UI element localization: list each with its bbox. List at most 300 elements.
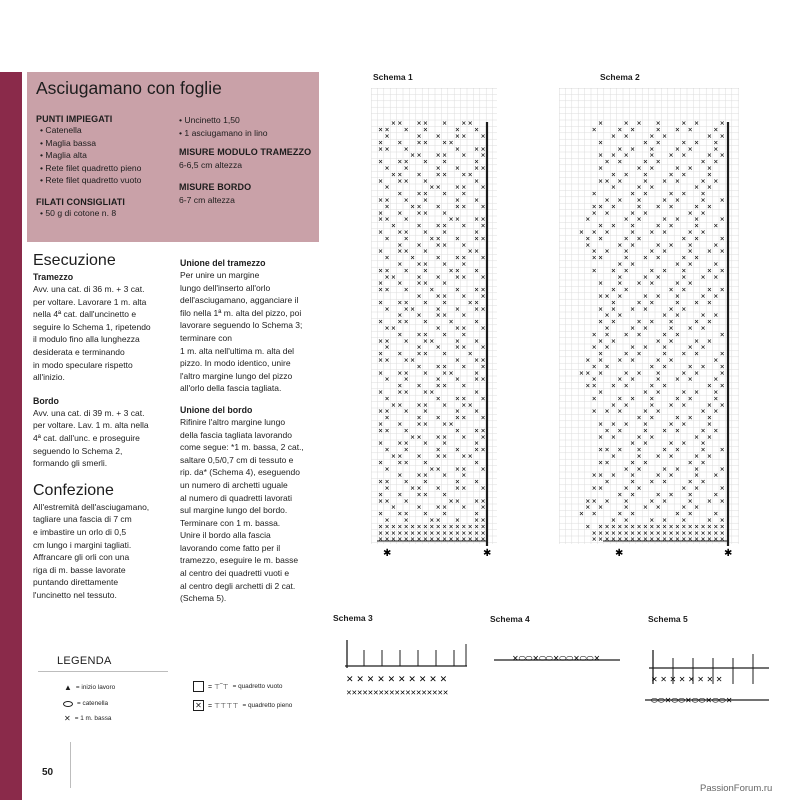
filled-square-mark: ×	[454, 145, 460, 153]
filled-square-mark: ×	[668, 491, 674, 499]
filled-square-mark: ×	[442, 158, 448, 166]
filled-square-mark: ×	[384, 376, 390, 384]
filled-square-mark: ×	[410, 152, 416, 160]
filled-square-mark: ×	[416, 504, 422, 512]
filled-square-mark: ×	[681, 305, 687, 313]
filled-square-mark: ×	[474, 459, 480, 467]
filled-square-mark: ×	[416, 421, 422, 429]
legend-item-inizio	[64, 683, 115, 692]
filled-square-mark: ×	[422, 491, 428, 499]
unione-tramezzo-text	[180, 269, 330, 395]
filled-square-mark: ×	[713, 158, 719, 166]
filled-square-mark: ×	[649, 433, 655, 441]
filled-square-mark: ×	[378, 421, 384, 429]
filled-square-mark: ×	[454, 446, 460, 454]
filled-square-mark: ×	[623, 369, 629, 377]
page-title: Asciugamano con foglie	[36, 78, 222, 98]
filled-square-mark: ×	[461, 171, 467, 179]
filled-square-mark: ×	[410, 433, 416, 441]
filled-square-mark: ×	[598, 139, 604, 147]
misure-bordo-heading: MISURE BORDO	[179, 181, 252, 192]
filled-square-mark: ×	[610, 286, 616, 294]
filled-square-mark: ×	[642, 408, 648, 416]
text-line: per voltare. Lavorare 1 m. alta	[33, 296, 147, 307]
filled-square-mark: ×	[694, 350, 700, 358]
filled-square-mark: ×	[662, 216, 668, 224]
filled-square-mark: ×	[713, 389, 719, 397]
filled-square-mark: ×	[461, 222, 467, 230]
filled-square-mark: ×	[604, 536, 610, 544]
filled-square-mark: ×	[378, 280, 384, 288]
filled-square-mark: ×	[610, 536, 616, 544]
filled-square-mark: ×	[454, 273, 460, 281]
filled-square-mark: ×	[435, 433, 441, 441]
filled-square-mark: ×	[442, 312, 448, 320]
filled-square-mark: ×	[435, 165, 441, 173]
filled-square-mark: ×	[467, 529, 473, 537]
filled-square-mark: ×	[585, 235, 591, 243]
filled-square-mark: ×	[461, 261, 467, 269]
filled-square-mark: ×	[719, 382, 725, 390]
filled-square-mark: ×	[435, 152, 441, 160]
filled-square-mark: ×	[694, 254, 700, 262]
filled-square-mark: ×	[474, 229, 480, 237]
legend-title: LEGENDA	[57, 655, 112, 667]
filled-square-mark: ×	[636, 446, 642, 454]
filled-square-mark: ×	[674, 299, 680, 307]
filled-square-mark: ×	[435, 414, 441, 422]
filled-square-mark: ×	[623, 465, 629, 473]
filled-square-mark: ×	[442, 401, 448, 409]
filled-square-mark: ×	[591, 408, 597, 416]
filled-square-mark: ×	[442, 363, 448, 371]
filled-square-mark: ×	[403, 369, 409, 377]
filled-square-mark: ×	[448, 536, 454, 544]
filled-square-mark: ×	[674, 197, 680, 205]
filled-square-mark: ×	[719, 401, 725, 409]
filled-square-mark: ×	[480, 325, 486, 333]
filled-square-mark: ×	[604, 248, 610, 256]
filled-square-mark: ×	[454, 305, 460, 313]
filled-square-mark: ×	[435, 395, 441, 403]
filled-square-mark: ×	[422, 190, 428, 198]
filled-square-mark: ×	[598, 293, 604, 301]
filled-square-mark: ×	[713, 408, 719, 416]
filled-square-mark: ×	[668, 305, 674, 313]
schema1-label: Schema 1	[373, 72, 413, 82]
filled-square-mark: ×	[454, 267, 460, 275]
filled-square-mark: ×	[617, 427, 623, 435]
filled-square-mark: ×	[397, 536, 403, 544]
filled-square-mark: ×	[604, 293, 610, 301]
filled-square-mark: ×	[662, 133, 668, 141]
filled-square-mark: ×	[636, 453, 642, 461]
filled-square-mark: ×	[454, 529, 460, 537]
filled-square-mark: ×	[403, 517, 409, 525]
filled-square-mark: ×	[461, 433, 467, 441]
filled-square-mark: ×	[655, 453, 661, 461]
filled-square-mark: ×	[397, 280, 403, 288]
filled-square-mark: ×	[623, 286, 629, 294]
filled-square-mark: ×	[674, 376, 680, 384]
filled-square-mark: ×	[480, 184, 486, 192]
filled-square-mark: ×	[617, 529, 623, 537]
filled-square-mark: ×	[397, 190, 403, 198]
filled-square-mark: ×	[480, 357, 486, 365]
schema1-end-icon: ✱	[483, 548, 492, 558]
legend-label: = quadretto pieno	[242, 702, 293, 709]
filled-square-mark: ×	[700, 446, 706, 454]
filled-square-mark: ×	[384, 529, 390, 537]
filled-square-mark: ×	[694, 453, 700, 461]
filled-square-mark: ×	[674, 395, 680, 403]
filled-square-mark: ×	[397, 241, 403, 249]
filled-square-mark: ×	[585, 357, 591, 365]
filled-square-mark: ×	[448, 318, 454, 326]
filled-square-mark: ×	[435, 312, 441, 320]
filled-square-mark: ×	[442, 190, 448, 198]
filled-square-mark: ×	[416, 536, 422, 544]
filled-square-mark: ×	[585, 504, 591, 512]
filled-square-mark: ×	[390, 325, 396, 333]
filled-square-mark: ×	[454, 536, 460, 544]
filled-square-mark: ×	[591, 331, 597, 339]
filled-square-mark: ×	[442, 433, 448, 441]
filled-square-mark: ×	[617, 280, 623, 288]
filled-square-mark: ×	[649, 395, 655, 403]
filled-square-mark: ×	[384, 165, 390, 173]
filled-square-mark: ×	[474, 248, 480, 256]
filled-square-mark: ×	[706, 433, 712, 441]
filled-square-mark: ×	[480, 203, 486, 211]
filled-square-mark: ×	[674, 529, 680, 537]
text-line: saltare 0,5/0,7 cm di tessuto e	[180, 454, 294, 465]
filati-heading: FILATI CONSIGLIATI	[36, 196, 125, 207]
filled-square-mark: ×	[636, 485, 642, 493]
filled-square-mark: ×	[649, 267, 655, 275]
filled-square-mark: ×	[416, 171, 422, 179]
filled-square-mark: ×	[474, 235, 480, 243]
filled-square-mark: ×	[636, 523, 642, 531]
vuoto-stitch-icon: = ⊤‾⊤	[208, 683, 229, 691]
filled-square-mark: ×	[636, 203, 642, 211]
filled-square-mark: ×	[700, 209, 706, 217]
filled-square-mark: ×	[687, 325, 693, 333]
filled-square-mark: ×	[681, 120, 687, 128]
filled-square-mark: ×	[713, 177, 719, 185]
filled-square-mark: ×	[591, 376, 597, 384]
filled-square-mark: ×	[461, 414, 467, 422]
filled-square-mark: ×	[700, 312, 706, 320]
filled-square-mark: ×	[435, 184, 441, 192]
filled-square-mark: ×	[681, 536, 687, 544]
filled-square-mark: ×	[474, 440, 480, 448]
filled-square-mark: ×	[435, 203, 441, 211]
filled-square-mark: ×	[636, 184, 642, 192]
filled-square-mark: ×	[700, 158, 706, 166]
filled-square-mark: ×	[623, 401, 629, 409]
filled-square-mark: ×	[668, 171, 674, 179]
filled-square-mark: ×	[598, 305, 604, 313]
filled-square-mark: ×	[397, 369, 403, 377]
filled-square-mark: ×	[681, 389, 687, 397]
filled-square-mark: ×	[435, 523, 441, 531]
filled-square-mark: ×	[378, 369, 384, 377]
filled-square-mark: ×	[604, 446, 610, 454]
filled-square-mark: ×	[649, 478, 655, 486]
filled-square-mark: ×	[694, 235, 700, 243]
filled-square-mark: ×	[700, 229, 706, 237]
filled-square-mark: ×	[668, 472, 674, 480]
filled-square-mark: ×	[700, 177, 706, 185]
filled-square-mark: ×	[610, 472, 616, 480]
filled-square-mark: ×	[442, 453, 448, 461]
filled-square-mark: ×	[687, 478, 693, 486]
filled-square-mark: ×	[429, 529, 435, 537]
filled-square-mark: ×	[416, 414, 422, 422]
filled-square-mark: ×	[674, 312, 680, 320]
filled-square-mark: ×	[384, 126, 390, 134]
filled-square-mark: ×	[384, 133, 390, 141]
filled-square-mark: ×	[435, 376, 441, 384]
legend-item-vuoto	[193, 681, 282, 692]
filled-square-mark: ×	[610, 523, 616, 531]
text-line: terminare con	[180, 332, 232, 343]
filled-square-mark: ×	[655, 126, 661, 134]
filled-square-mark: ×	[700, 459, 706, 467]
filled-square-mark: ×	[642, 171, 648, 179]
filled-square-mark: ×	[442, 120, 448, 128]
filled-square-mark: ×	[694, 369, 700, 377]
filled-square-mark: ×	[448, 139, 454, 147]
legend-label: = inizio lavoro	[75, 684, 116, 691]
filled-square-mark: ×	[687, 344, 693, 352]
filled-square-mark: ×	[397, 453, 403, 461]
filled-square-mark: ×	[378, 318, 384, 326]
filled-square-mark: ×	[649, 248, 655, 256]
filled-square-mark: ×	[403, 286, 409, 294]
filled-square-mark: ×	[662, 446, 668, 454]
filled-square-mark: ×	[448, 267, 454, 275]
filled-square-mark: ×	[416, 261, 422, 269]
filled-square-mark: ×	[403, 318, 409, 326]
filled-square-mark: ×	[681, 529, 687, 537]
filled-square-mark: ×	[598, 389, 604, 397]
filled-square-mark: ×	[674, 216, 680, 224]
filled-square-mark: ×	[467, 350, 473, 358]
filled-square-mark: ×	[719, 350, 725, 358]
filled-square-mark: ×	[422, 139, 428, 147]
filled-square-mark: ×	[610, 453, 616, 461]
filled-square-mark: ×	[706, 523, 712, 531]
filled-square-mark: ×	[662, 517, 668, 525]
filled-square-mark: ×	[719, 235, 725, 243]
filled-square-mark: ×	[630, 536, 636, 544]
filled-square-mark: ×	[674, 126, 680, 134]
filled-square-mark: ×	[655, 273, 661, 281]
svg-text:✕ ✕ ✕ ✕ ✕ ✕ ✕ ✕ ✕ ✕: ✕ ✕ ✕ ✕ ✕ ✕ ✕ ✕ ✕ ✕	[346, 675, 448, 685]
filled-square-mark: ×	[706, 421, 712, 429]
filled-square-mark: ×	[454, 126, 460, 134]
filled-square-mark: ×	[585, 523, 591, 531]
filled-square-mark: ×	[687, 165, 693, 173]
filled-square-mark: ×	[416, 152, 422, 160]
filled-square-mark: ×	[719, 497, 725, 505]
filled-square-mark: ×	[604, 229, 610, 237]
left-color-bar	[0, 72, 22, 800]
schema5-diagram	[645, 636, 773, 712]
filled-square-mark: ×	[687, 261, 693, 269]
filled-square-mark: ×	[719, 536, 725, 544]
text-line: in modo speculare rispetto	[33, 359, 133, 370]
filled-square-mark: ×	[649, 414, 655, 422]
filled-square-mark: ×	[435, 536, 441, 544]
filled-square-mark: ×	[585, 382, 591, 390]
filled-square-mark: ×	[397, 421, 403, 429]
middle-column	[180, 258, 330, 605]
filled-square-mark: ×	[378, 427, 384, 435]
filled-square-mark: ×	[461, 363, 467, 371]
filled-square-mark: ×	[429, 184, 435, 192]
text-line: tramezzo, eseguire le m. basse	[180, 555, 299, 566]
filled-square-mark: ×	[694, 337, 700, 345]
filled-square-mark: ×	[461, 325, 467, 333]
filled-square-mark: ×	[422, 318, 428, 326]
schema1-start-icon: ✱	[383, 548, 392, 558]
filled-square-mark: ×	[585, 241, 591, 249]
filled-square-mark: ×	[435, 446, 441, 454]
filled-square-mark: ×	[713, 376, 719, 384]
filled-square-mark: ×	[435, 504, 441, 512]
filled-square-mark: ×	[642, 190, 648, 198]
filled-square-mark: ×	[649, 165, 655, 173]
filled-square-mark: ×	[617, 536, 623, 544]
filled-square-mark: ×	[480, 145, 486, 153]
filled-square-mark: ×	[442, 299, 448, 307]
filled-square-mark: ×	[378, 459, 384, 467]
filled-square-mark: ×	[454, 523, 460, 531]
filled-square-mark: ×	[448, 497, 454, 505]
filled-square-mark: ×	[706, 318, 712, 326]
filled-square-mark: ×	[397, 472, 403, 480]
filled-square-mark: ×	[623, 517, 629, 525]
filled-square-mark: ×	[384, 216, 390, 224]
filled-square-mark: ×	[442, 510, 448, 518]
filled-square-mark: ×	[378, 510, 384, 518]
filled-square-mark: ×	[687, 248, 693, 256]
filled-square-mark: ×	[617, 197, 623, 205]
filled-square-mark: ×	[461, 504, 467, 512]
filled-square-mark: ×	[435, 235, 441, 243]
filled-square-mark: ×	[448, 216, 454, 224]
filled-square-mark: ×	[480, 376, 486, 384]
filled-square-mark: ×	[706, 299, 712, 307]
filled-square-mark: ×	[390, 401, 396, 409]
filled-square-mark: ×	[384, 273, 390, 281]
filled-square-mark: ×	[642, 427, 648, 435]
filled-square-mark: ×	[474, 165, 480, 173]
filled-square-mark: ×	[410, 536, 416, 544]
filled-square-mark: ×	[422, 350, 428, 358]
filled-square-mark: ×	[591, 209, 597, 217]
filled-square-mark: ×	[636, 433, 642, 441]
filled-square-mark: ×	[378, 440, 384, 448]
filled-square-mark: ×	[397, 523, 403, 531]
filled-square-mark: ×	[604, 158, 610, 166]
schema2-chart	[559, 88, 739, 558]
filled-square-mark: ×	[442, 523, 448, 531]
filled-square-mark: ×	[617, 446, 623, 454]
filled-square-mark: ×	[706, 267, 712, 275]
filled-square-mark: ×	[422, 369, 428, 377]
filled-square-mark: ×	[713, 126, 719, 134]
filled-square-mark: ×	[713, 293, 719, 301]
text-line: 1 m. alta nell'ultima m. alta del	[180, 345, 295, 356]
filled-square-mark: ×	[630, 209, 636, 217]
filled-square-mark: ×	[461, 184, 467, 192]
filled-square-mark: ×	[713, 261, 719, 269]
filled-square-mark: ×	[694, 529, 700, 537]
filled-square-mark: ×	[706, 382, 712, 390]
filled-square-mark: ×	[668, 536, 674, 544]
filled-square-mark: ×	[700, 478, 706, 486]
filled-square-mark: ×	[591, 229, 597, 237]
text-line: al centro dei quadretti vuoti e	[180, 568, 290, 579]
filled-square-mark: ×	[442, 421, 448, 429]
filled-square-mark: ×	[642, 344, 648, 352]
filled-square-mark: ×	[397, 261, 403, 269]
filled-square-mark: ×	[610, 421, 616, 429]
filled-square-mark: ×	[706, 536, 712, 544]
filled-square-mark: ×	[403, 299, 409, 307]
filled-square-mark: ×	[480, 517, 486, 525]
filled-square-mark: ×	[630, 491, 636, 499]
filled-square-icon: ✕	[193, 700, 204, 711]
filled-square-mark: ×	[598, 222, 604, 230]
filled-square-mark: ×	[461, 523, 467, 531]
filled-square-mark: ×	[480, 363, 486, 371]
filled-square-mark: ×	[474, 267, 480, 275]
filled-square-mark: ×	[700, 440, 706, 448]
filled-square-mark: ×	[397, 440, 403, 448]
filled-square-mark: ×	[598, 485, 604, 493]
filled-square-mark: ×	[416, 363, 422, 371]
filled-square-mark: ×	[480, 273, 486, 281]
filled-square-mark: ×	[467, 120, 473, 128]
filled-square-mark: ×	[384, 325, 390, 333]
filled-square-mark: ×	[416, 241, 422, 249]
filled-square-mark: ×	[604, 408, 610, 416]
filled-square-mark: ×	[422, 197, 428, 205]
filled-square-mark: ×	[480, 235, 486, 243]
filled-square-mark: ×	[604, 529, 610, 537]
filled-square-mark: ×	[687, 209, 693, 217]
filled-square-mark: ×	[700, 536, 706, 544]
unione-bordo-heading: Unione del bordo	[180, 404, 253, 415]
filled-square-mark: ×	[461, 190, 467, 198]
filled-square-mark: ×	[694, 216, 700, 224]
filled-square-mark: ×	[706, 401, 712, 409]
filled-square-mark: ×	[642, 504, 648, 512]
filled-square-mark: ×	[687, 523, 693, 531]
filled-square-mark: ×	[378, 389, 384, 397]
filled-square-mark: ×	[649, 363, 655, 371]
filled-square-mark: ×	[623, 421, 629, 429]
filled-square-mark: ×	[403, 235, 409, 243]
filled-square-mark: ×	[610, 337, 616, 345]
filled-square-mark: ×	[655, 337, 661, 345]
filled-square-mark: ×	[623, 350, 629, 358]
